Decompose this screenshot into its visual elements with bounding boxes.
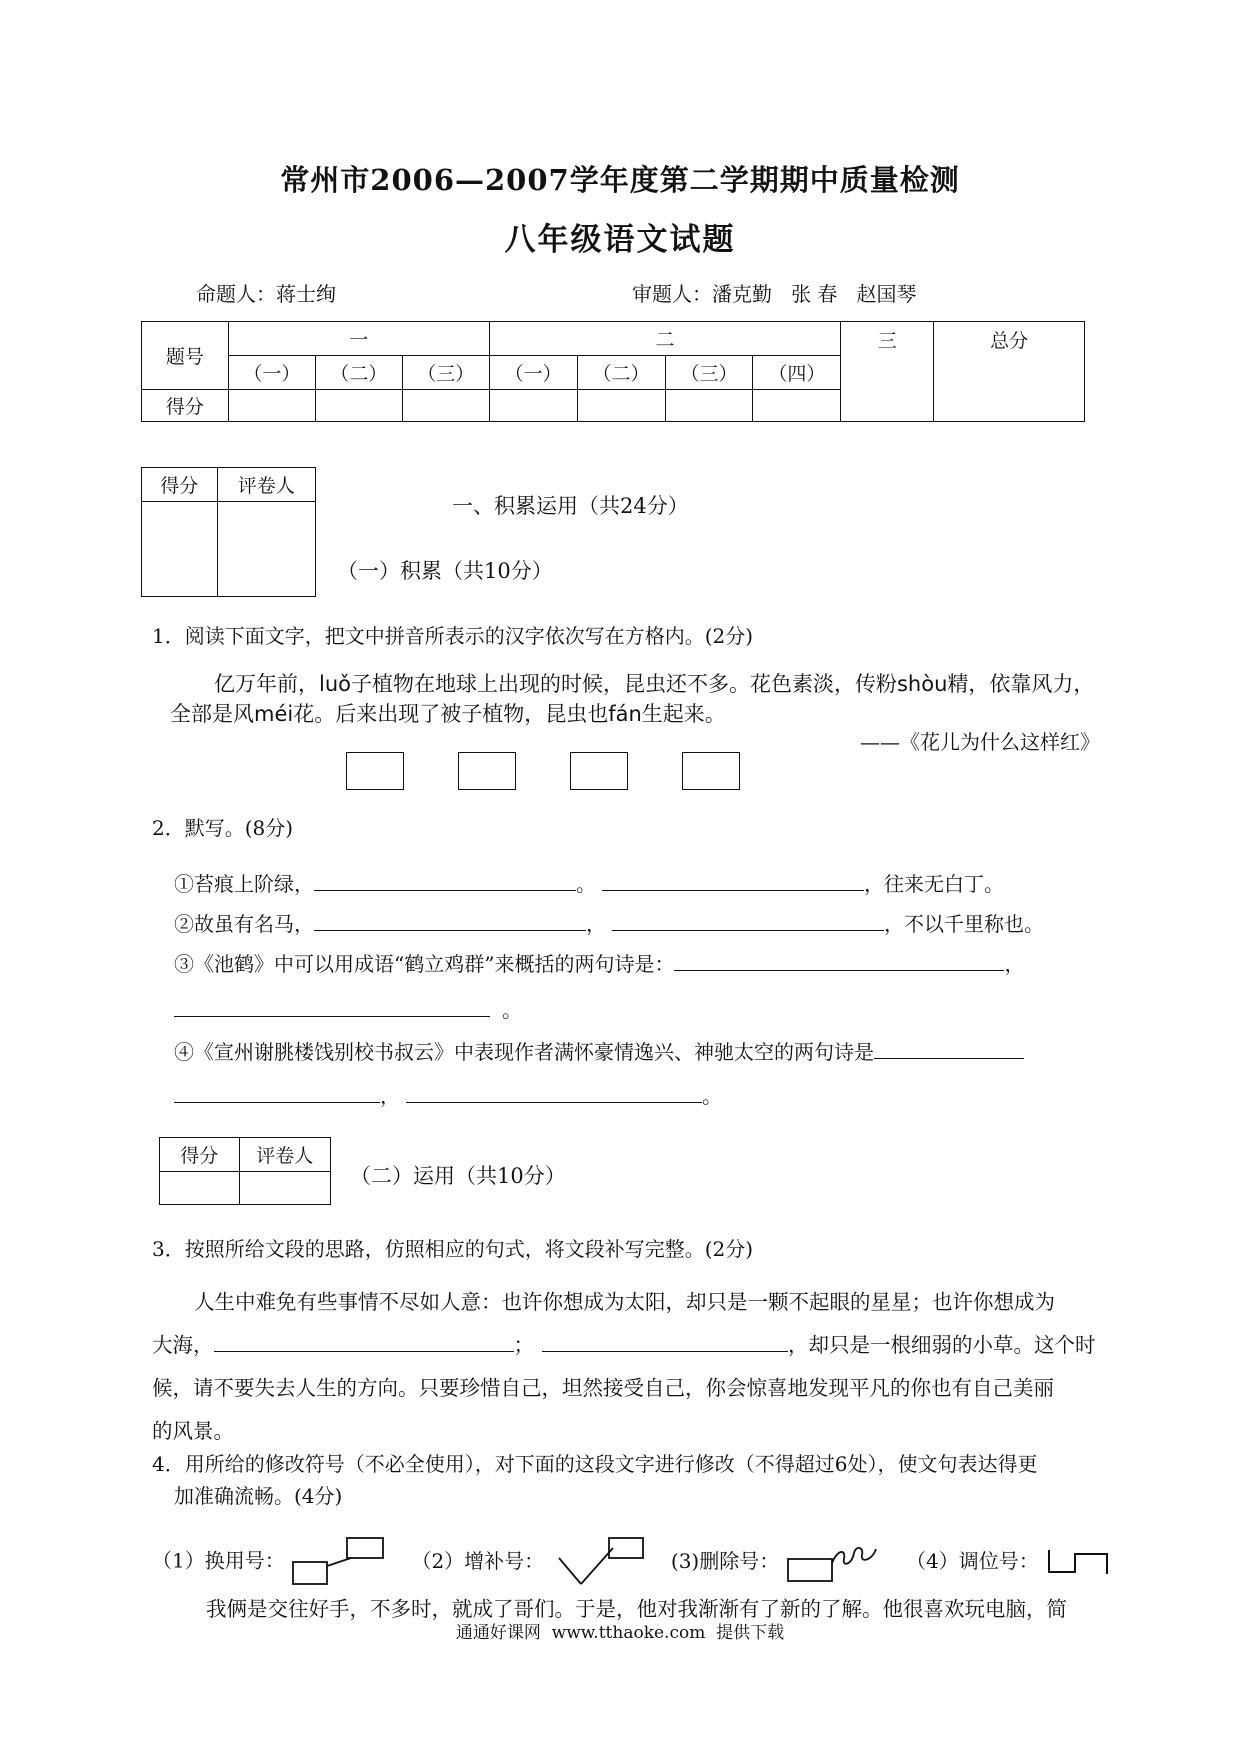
footer: 通通好课网 www.tthaoke.com 提供下载 [455, 1623, 785, 1643]
sub-two-4: （四） [753, 356, 841, 390]
grader-name-cell[interactable] [239, 1172, 330, 1205]
answer-box-2[interactable] [458, 752, 516, 790]
grader-name-cell[interactable] [217, 502, 315, 597]
exam-subtitle: 八年级语文试题 [504, 222, 736, 258]
q3-para-line2-end: ，却只是一根细弱的小草。这个时 [788, 1333, 1096, 1357]
q1-passage-line2: 全部是风méi花。后来出现了被子植物，昆虫也fán生起来。 [170, 702, 726, 726]
score-cell[interactable] [577, 390, 665, 422]
sub-one-2: （二） [315, 356, 402, 390]
sym1-label: （1）换用号： [152, 1548, 285, 1573]
section1-heading: 一、积累运用（共24分） [452, 494, 689, 518]
q3-para-line4: 的风景。 [152, 1419, 234, 1443]
grader-score-label: 得分 [142, 468, 218, 502]
q3-para-line1: 人生中难免有些事情不尽如人意：也许你想成为太阳，却只是一颗不起眼的星星；也许你想成为 [194, 1290, 1055, 1314]
reviewers-line: 审题人：潘克勤 张 春 赵国琴 [632, 282, 917, 306]
group-three: 三 [841, 322, 934, 422]
sub-two-3: （三） [665, 356, 753, 390]
sub-one-3: （三） [402, 356, 489, 390]
q2-line4b-end: 。 [702, 1084, 722, 1108]
blank[interactable] [874, 1034, 1024, 1059]
q3-para-line2-mid: ； [513, 1333, 534, 1357]
q2-line1-end: ，往来无白丁。 [864, 872, 1004, 896]
blank[interactable] [174, 1078, 380, 1103]
blank[interactable] [542, 1327, 788, 1352]
sub-two-2: （二） [577, 356, 665, 390]
blank[interactable] [214, 1327, 514, 1352]
sub-one-1: （一） [228, 356, 315, 390]
q2-line3-text: ③《池鹤》中可以用成语“鹤立鸡群”来概括的两句诗是： [174, 952, 675, 976]
part1-heading: （一）积累（共10分） [337, 559, 553, 583]
answer-box-1[interactable] [346, 752, 404, 790]
q1-prompt: 1．阅读下面文字，把文中拼音所表示的汉字依次写在方格内。(2分) [152, 624, 754, 648]
q4-symbols-row [152, 1536, 1115, 1588]
sym3-label: (3)删除号： [670, 1548, 780, 1573]
q1-source: ——《花儿为什么这样红》 [860, 730, 1100, 754]
score-cell[interactable] [753, 390, 841, 422]
grader-label: 评卷人 [217, 468, 315, 502]
score-table [141, 321, 1085, 422]
reorder-mark-icon [1045, 1542, 1115, 1582]
insert-mark-icon [551, 1536, 647, 1588]
blank[interactable] [174, 992, 490, 1017]
q3-para-line2 [152, 1324, 1096, 1367]
q2-line2-end: ，不以千里称也。 [884, 912, 1044, 936]
q2-line3b [174, 992, 522, 1023]
q2-line4b-mid: ， [380, 1084, 400, 1108]
q2-line3b-end: 。 [502, 998, 522, 1022]
q2-line1-text: ①苔痕上阶绿， [174, 872, 314, 896]
q4-text: 我俩是交往好手，不多时，就成了哥们。于是，他对我渐渐有了新的了解。他很喜欢玩电脑，简 [206, 1597, 1067, 1621]
score-cell[interactable] [315, 390, 402, 422]
part2-heading: （二）运用（共10分） [350, 1164, 566, 1188]
score-cell[interactable] [228, 390, 315, 422]
blank[interactable] [674, 946, 1004, 971]
score-cell[interactable] [489, 390, 577, 422]
q3-para-line2-start: 大海， [152, 1333, 214, 1357]
q4-prompt-line2: 加准确流畅。(4分) [174, 1484, 343, 1508]
q4-prompt-line1: 4．用所给的修改符号（不必全使用），对下面的这段文字进行修改（不得超过6处），使文句表达得更 [152, 1452, 1038, 1476]
group-one: 一 [228, 322, 489, 356]
q2-prompt: 2．默写。(8分) [152, 816, 294, 840]
grader-score-cell[interactable] [142, 502, 218, 597]
blank[interactable] [314, 906, 586, 931]
grader-score-label: 得分 [160, 1138, 240, 1172]
q1-passage-line1: 亿万年前，luǒ子植物在地球上出现的时候，昆虫还不多。花色素淡，传粉shòu精，依靠风力， [214, 672, 1095, 696]
q2-line1-mid: 。 [576, 872, 596, 896]
blank[interactable] [406, 1078, 702, 1103]
replace-mark-icon [291, 1536, 387, 1588]
grader-box-1 [141, 467, 316, 597]
score-cell[interactable] [402, 390, 489, 422]
blank[interactable] [314, 866, 576, 891]
group-two: 二 [489, 322, 841, 356]
q2-line2 [174, 906, 1044, 937]
q2-line3 [174, 946, 1024, 977]
blank[interactable] [602, 866, 864, 891]
score-label: 得分 [142, 390, 229, 422]
q2-line4b [174, 1078, 722, 1109]
q2-line2-text: ②故虽有名马， [174, 912, 314, 936]
sym2-label: （2）增补号： [411, 1548, 545, 1573]
author-line: 命题人：蒋士绚 [196, 282, 336, 306]
q2-line1 [174, 866, 1004, 897]
q2-line4-text: ④《宣州谢朓楼饯别校书叔云》中表现作者满怀豪情逸兴、神驰太空的两句诗是 [174, 1040, 874, 1064]
q2-line2-mid: ， [586, 912, 606, 936]
group-total: 总分 [934, 322, 1085, 422]
q2-line3-end: ， [1004, 952, 1025, 976]
delete-mark-icon [786, 1539, 882, 1585]
q3-para-line3: 候，请不要失去人生的方向。只要珍惜自己，坦然接受自己，你会惊喜地发现平凡的你也有自己美丽 [152, 1376, 1054, 1400]
answer-box-3[interactable] [570, 752, 628, 790]
grader-score-cell[interactable] [160, 1172, 240, 1205]
blank[interactable] [612, 906, 884, 931]
answer-box-4[interactable] [682, 752, 740, 790]
sym4-label: （4）调位号： [905, 1548, 1039, 1573]
grader-label: 评卷人 [239, 1138, 330, 1172]
exam-title: 常州市2006—2007学年度第二学期期中质量检测 [280, 163, 960, 197]
sub-two-1: （一） [489, 356, 577, 390]
score-cell[interactable] [665, 390, 753, 422]
grader-box-2 [159, 1137, 331, 1205]
qno-label: 题号 [142, 322, 229, 390]
q3-prompt: 3．按照所给文段的思路，仿照相应的句式，将文段补写完整。(2分) [152, 1237, 754, 1261]
q2-line4 [174, 1034, 1024, 1065]
